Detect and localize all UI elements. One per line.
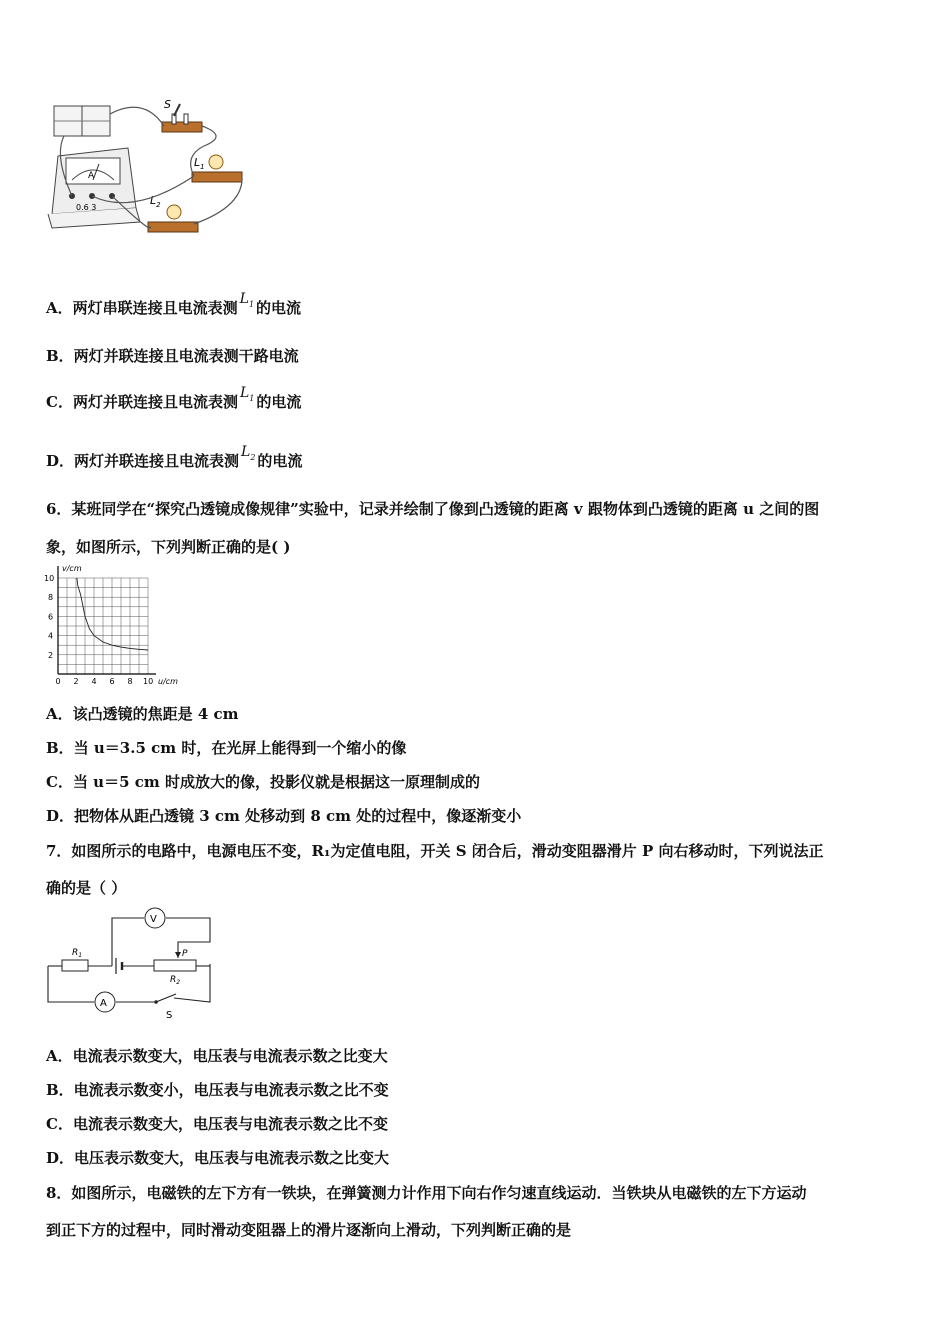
lamp-l2-bulb <box>167 205 181 219</box>
lamp-l2-label: $L_2$ <box>150 194 161 209</box>
x-tick-label: 8 <box>127 677 133 686</box>
q6-option-d[interactable]: D．把物体从距凸透镜 3 cm 处移动到 8 cm 处的过程中，像逐渐变小 <box>46 807 522 825</box>
switch-label: S <box>164 98 171 111</box>
ammeter-label-q7: A <box>100 998 107 1009</box>
x-tick-label: 10 <box>143 677 154 686</box>
q7-option-a[interactable]: A．电流表示数变大，电压表与电流表示数之比变大 <box>46 1047 388 1065</box>
voltmeter-label: V <box>150 914 157 925</box>
q8-stem-line2: 到正下方的过程中，同时滑动变阻器上的滑片逐渐向上滑动，下列判断正确的是 <box>46 1221 572 1239</box>
q5-option-b[interactable]: B．两灯并联连接且电流表测干路电流 <box>46 347 299 365</box>
q8-stem-line1: 8．如图所示，电磁铁的左下方有一铁块，在弹簧测力计作用下向右作匀速直线运动．当铁块从电磁铁的左下方运动 <box>46 1184 807 1202</box>
y-tick-label: 10 <box>44 574 55 583</box>
x-tick-label: 6 <box>109 677 115 686</box>
y-tick-label: 2 <box>48 650 54 660</box>
x-tick-label: 0 <box>55 677 61 686</box>
q7-stem-line2: 确的是（ ） <box>46 879 127 897</box>
x-tick-label: 2 <box>73 677 79 686</box>
q6-stem-line1: 6．某班同学在“探究凸透镜成像规律”实验中，记录并绘制了像到凸透镜的距离 v 跟物体到凸透镜的距离 u 之间的图 <box>46 500 820 518</box>
q5-option-c[interactable]: C．两灯并联连接且电流表测 $L_1$ 的电流 <box>46 385 302 411</box>
chart-grid <box>58 578 148 674</box>
q7-option-b[interactable]: B．电流表示数变小，电压表与电流表示数之比不变 <box>46 1081 389 1099</box>
q5-option-d[interactable]: D．两灯并联连接且电流表测 $L_2$ 的电流 <box>46 444 303 470</box>
y-tick-label: 4 <box>48 631 54 641</box>
y-axis-label: v/cm <box>62 564 82 573</box>
q6-option-c[interactable]: C．当 u＝5 cm 时成放大的像，投影仪就是根据这一原理制成的 <box>46 773 480 791</box>
ammeter-terminals: 0.6 3 <box>76 203 97 212</box>
x-tick-label: 4 <box>91 677 97 686</box>
switch-s <box>156 994 176 1002</box>
slider-label: P <box>182 949 188 959</box>
rheostat-r2 <box>154 960 196 971</box>
ammeter-label: A <box>88 171 95 181</box>
q6-chart <box>44 562 194 690</box>
switch-label-q7: S <box>166 1010 173 1020</box>
y-tick-label: 8 <box>48 593 54 603</box>
y-tick-label: 6 <box>48 612 54 622</box>
q7-circuit <box>44 902 216 1020</box>
q5-option-a[interactable]: A．两灯串联连接且电流表测 $L_1$ 的电流 <box>46 291 302 317</box>
lamp-l1-label: $L_1$ <box>194 156 205 171</box>
r1-label: $R_1$ <box>72 948 83 959</box>
resistor-r1 <box>62 960 88 971</box>
lamp-l1-bulb <box>209 155 223 169</box>
q5-apparatus-figure <box>44 96 254 246</box>
q6-option-b[interactable]: B．当 u＝3.5 cm 时，在光屏上能得到一个缩小的像 <box>46 739 407 757</box>
switch-base <box>162 122 202 132</box>
q7-option-c[interactable]: C．电流表示数变大，电压表与电流表示数之比不变 <box>46 1115 388 1133</box>
lamp-l2-base <box>148 222 198 232</box>
v-u-curve <box>77 578 148 650</box>
q6-option-a[interactable]: A．该凸透镜的焦距是 4 cm <box>46 705 239 723</box>
x-axis-label: u/cm <box>158 677 178 686</box>
q7-stem-line1: 7．如图所示的电路中，电源电压不变，R₁为定值电阻，开关 S 闭合后，滑动变阻器滑片 P 向右移动时，下列说法正 <box>46 842 824 860</box>
slider-p <box>175 952 181 958</box>
q6-stem-line2: 象，如图所示，下列判断正确的是( ) <box>46 538 291 556</box>
r2-label: $R_2$ <box>170 975 181 986</box>
q7-option-d[interactable]: D．电压表示数变大，电压表与电流表示数之比变大 <box>46 1149 390 1167</box>
lamp-l1-base <box>192 172 242 182</box>
